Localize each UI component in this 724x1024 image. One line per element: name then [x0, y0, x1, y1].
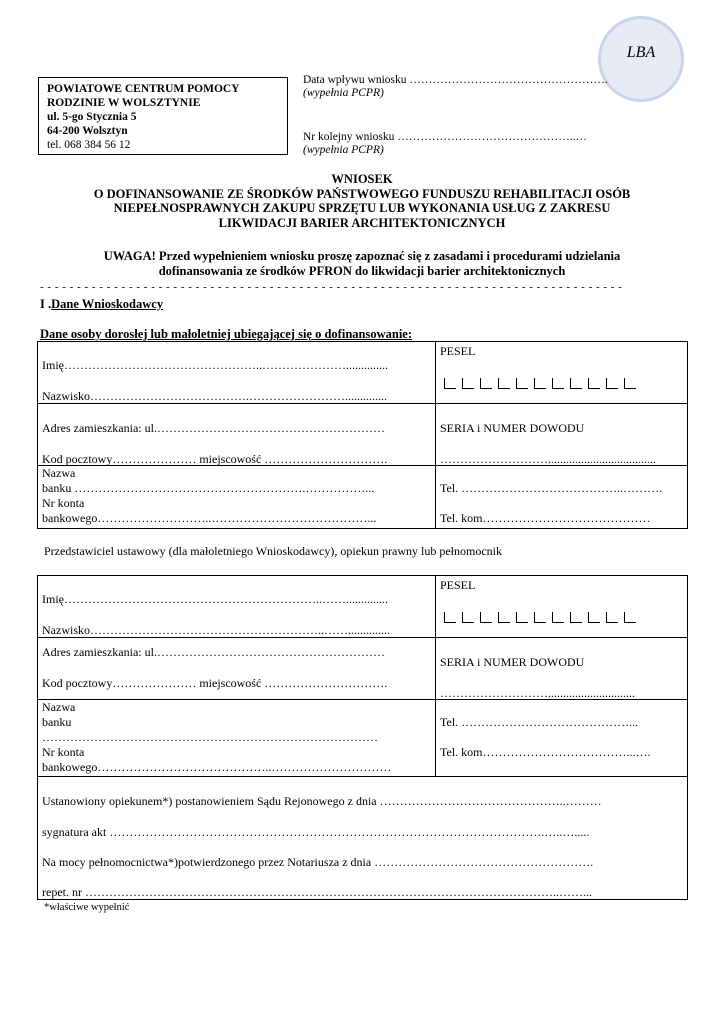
guardian-court-field[interactable]: Ustanowiony opiekunem*) postanowieniem Sądu Rejonowego z dnia ………………………………………..……… — [42, 794, 602, 808]
applicant-pesel-boxes[interactable] — [444, 378, 636, 389]
rep-id-label: SERIA i NUMER DOWODU — [440, 655, 585, 669]
applicant-id-label: SERIA i NUMER DOWODU — [440, 421, 585, 435]
institution-phone: tel. 068 384 56 12 — [47, 139, 131, 151]
representative-intro: Przedstawiciel ustawowy (dla małoletniego Wnioskodawcy), opiekun prawny lub pełnomocnik — [44, 544, 503, 558]
applicant-id-field[interactable]: ……………………….................................... — [440, 452, 656, 466]
applicant-pesel-cell — [436, 342, 688, 404]
rep-address-cell — [38, 638, 436, 700]
received-date-field[interactable]: Data wpływu wniosku ……………………………………………. — [303, 74, 608, 86]
notice-line-1: UWAGA! Przed wypełnieniem wniosku proszę zapoznać się z zasadami i procedurami udzielania — [103, 249, 621, 263]
badge-text: LBA — [626, 44, 656, 61]
rep-account-field[interactable]: bankowego……………………………………..………………………… — [42, 760, 392, 774]
applicant-bank-cell — [38, 466, 436, 529]
notary-date-field[interactable]: Na mocy pełnomocnictwa*)potwierdzonego przez Notariusza z dnia ………………………………………………. — [42, 855, 594, 869]
institution-city: 64-200 Wolsztyn — [47, 125, 128, 137]
institution-name-1: POWIATOWE CENTRUM POMOCY — [47, 83, 240, 95]
rep-bank-field[interactable]: ………………………………………………………………………… — [42, 730, 378, 744]
title-line-3: NIEPEŁNOSPRAWNYCH ZAKUPU SPRZĘTU LUB WYKONANIA USŁUG Z ZAKRESU — [113, 201, 611, 215]
repertory-number-field[interactable]: repet. nr ………………………………………………………………………………………………………..……... — [42, 885, 592, 899]
applicant-bank-field[interactable]: banku ………………………………………………….……………... — [42, 481, 375, 495]
applicant-account-field[interactable]: bankowego………………………..…………………………………... — [42, 511, 377, 525]
applicant-phone-field[interactable]: Tel. …………………………………..………. — [440, 481, 663, 495]
notice — [40, 249, 684, 278]
section-1-title: Dane Wnioskodawcy — [51, 297, 164, 311]
lba-badge — [598, 16, 684, 102]
applicant-table — [37, 341, 688, 529]
institution-street: ul. 5-go Stycznia 5 — [47, 111, 137, 123]
rep-mobile-field[interactable]: Tel. kom………………………………...…. — [440, 745, 651, 759]
rep-postal-field[interactable]: Kod pocztowy………………… miejscowość …………………………. — [42, 676, 388, 690]
applicant-account-label: Nr konta — [42, 496, 85, 510]
institution-name-2: RODZINIE W WOLSZTYNIE — [47, 97, 201, 109]
rep-pesel-label: PESEL — [440, 578, 476, 592]
rep-bank-cell — [38, 700, 436, 777]
applicant-address-cell — [38, 404, 436, 466]
title-line-1: WNIOSEK — [331, 172, 393, 186]
authorization-cell — [38, 777, 688, 900]
rep-address-field[interactable]: Adres zamieszkania: ul.………………………………………………… — [42, 645, 385, 659]
application-number-field[interactable]: Nr kolejny wniosku ………………………………………..… — [303, 131, 587, 143]
case-signature-field[interactable]: sygnatura akt ……………………………………………………………………………………………….…..…..... — [42, 825, 590, 839]
section-1-subheading: Dane osoby dorosłej lub małoletniej ubiegającej się o dofinansowanie: — [40, 327, 412, 341]
representative-table — [37, 575, 688, 900]
rep-id-cell — [436, 638, 688, 700]
applicant-id-cell — [436, 404, 688, 466]
applicant-phone-cell — [436, 466, 688, 529]
dashed-separator: - - - - - - - - - - - - - - - - - - - - - - - - - - - - - - - - - - - - - - - - - - - - - - - - - - - - - - - - - - - - - - - - - - - - - - - - - - - - - - - — [40, 281, 623, 293]
applicant-postal-field[interactable]: Kod pocztowy………………… miejscowość …………………………. — [42, 452, 388, 466]
rep-last-name-field[interactable]: Nazwisko…………………………………………………..…….............. — [42, 623, 390, 637]
applicant-address-field[interactable]: Adres zamieszkania: ul.………………………………………………… — [42, 421, 385, 435]
title-line-2: O DOFINANSOWANIE ZE ŚRODKÓW PAŃSTWOWEGO FUNDUSZU REHABILITACJI OSÓB — [93, 186, 631, 201]
footnote: *właściwe wypełnić — [44, 902, 130, 913]
rep-account-label: Nr konta — [42, 745, 85, 759]
applicant-mobile-field[interactable]: Tel. kom…………………………………… — [440, 511, 651, 525]
rep-first-name-field[interactable]: Imię………………………………………………………..…….............. — [42, 592, 388, 606]
received-date-block — [303, 74, 608, 100]
rep-phone-field[interactable]: Tel. ……………………………………... — [440, 715, 639, 729]
applicant-pesel-label: PESEL — [440, 344, 476, 358]
rep-pesel-cell — [436, 576, 688, 638]
section-1-heading — [40, 297, 163, 312]
applicant-first-name-field[interactable]: Imię…………………………………………..………………….............. — [42, 358, 388, 372]
rep-bank-label-2: banku — [42, 715, 72, 729]
rep-bank-label: Nazwa — [42, 700, 76, 714]
applicant-last-name-field[interactable]: Nazwisko………………………………….…………………….............. — [42, 389, 387, 403]
rep-name-cell — [38, 576, 436, 638]
application-number-block — [303, 131, 587, 157]
rep-phone-cell — [436, 700, 688, 777]
application-number-note: (wypełnia PCPR) — [303, 144, 384, 156]
rep-pesel-boxes[interactable] — [444, 612, 636, 623]
notice-line-2: dofinansowania ze środków PFRON do likwidacji barier architektonicznych — [158, 263, 566, 278]
rep-id-field[interactable]: ………………………............................. — [440, 686, 635, 700]
applicant-bank-label: Nazwa — [42, 466, 76, 480]
institution-address-box — [38, 77, 288, 155]
section-1-number: I . — [40, 297, 52, 311]
applicant-name-cell — [38, 342, 436, 404]
received-date-note: (wypełnia PCPR) — [303, 87, 384, 99]
title-line-4: LIKWIDACJI BARIER ARCHITEKTONICZNYCH — [218, 215, 506, 230]
document-title — [40, 172, 684, 230]
